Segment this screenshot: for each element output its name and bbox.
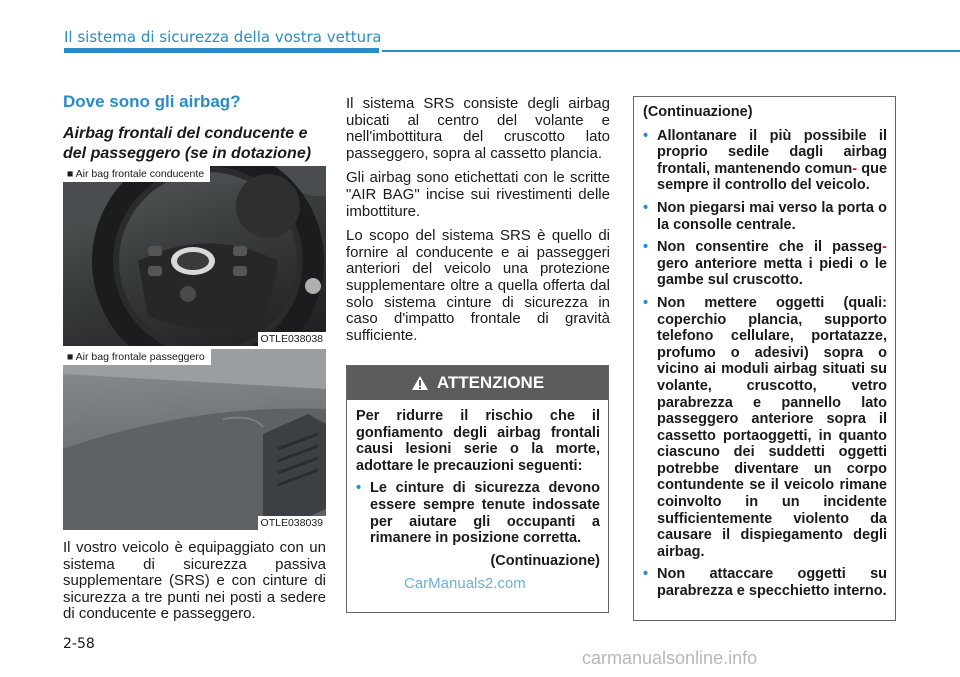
subtitle-line-1: Airbag frontali del conducente e: [63, 125, 308, 142]
bullet-text: Non mettere oggetti (quali: coperchio plancia, supporto telefono cellulare, portatazze, profumo o adesivi) sopra o vicino ai moduli airbag situati su volante, cruscotto, vetro parabrezza e pannello lato passeggero anteriore sopra il cassetto portaoggetti, in quanto ciascuno dei suddetti oggetti potrebbe diventare un corpo contundente se il veicolo rimane coinvolto in un incidente sufficientemente violento da causare il dispiegamento degli airbag.: [657, 294, 887, 560]
warning-bullet: [643, 295, 887, 561]
column-2-text: [346, 96, 610, 352]
steering-wheel-illustration: [63, 166, 326, 346]
warning-bullet: [643, 128, 887, 194]
photo-code: OTLE038038: [258, 332, 326, 346]
photo-caption: ■ Air bag frontale conducente: [63, 166, 210, 182]
page-number: 2-58: [63, 636, 95, 652]
paragraph: Il vostro veicolo è equipaggiato con un sistema di sicurezza passiva supplementare (SRS) e con cinture di sicurezza a tre punti nei posti a sedere di conducente e passeggero.: [63, 539, 326, 623]
bullet-text: Allontanare il più possibile il proprio sedile dagli airbag frontali, mantenendo comun: [657, 127, 887, 177]
header-title: Il sistema di sicurezza della vostra vettura: [64, 28, 382, 46]
section-subtitle: [63, 124, 326, 164]
hyphen-mark: -: [882, 239, 887, 256]
warning-bullet: [643, 566, 887, 599]
warning-bullet: [643, 239, 887, 289]
bullet-text: Le cinture di sicurezza devono essere sempre tenute indossate per aiutare gli occupanti a rimanere in posizione corretta.: [370, 480, 600, 547]
watermark: CarManuals2.com: [404, 575, 526, 592]
continued-label: (Continuazione): [490, 552, 600, 569]
bullet-icon: •: [643, 127, 649, 144]
bullet-icon: •: [643, 239, 649, 256]
hyphen-mark: -: [852, 160, 858, 177]
passenger-airbag-photo: [63, 349, 326, 530]
bullet-text: que sempre il controllo del veicolo.: [657, 160, 888, 194]
photo-caption: ■ Air bag frontale passeggero: [63, 349, 211, 365]
warning-body: [347, 400, 608, 569]
paragraph: Il sistema SRS consiste degli airbag ubicati al centro del volante e nell'imbottitura del cruscotto lato passeggero, sopra al cassetto plancia.: [346, 95, 610, 162]
paragraph: Lo scopo del sistema SRS è quello di fornire al conducente e ai passeggeri anteriori del veicolo una protezione supplementare oltre a quella offerta dal solo sistema cinture di sicurezza in caso d'impatto frontale di gravità sufficiente.: [346, 227, 610, 344]
subtitle-line-2: del passeggero (se in dotazione): [63, 145, 312, 162]
dashboard-illustration: [63, 349, 326, 530]
driver-airbag-photo: [63, 166, 326, 346]
header-rule-thin: [382, 50, 960, 52]
bullet-icon: •: [356, 480, 362, 497]
paragraph: Gli airbag sono etichettati con le scritte "AIR BAG" incise sui rivestimenti delle imbottiture.: [346, 169, 610, 220]
warning-heading: ATTENZIONE: [436, 373, 545, 392]
section-heading: [63, 92, 326, 164]
bullet-text: Non consentire che il passeg: [657, 239, 883, 256]
continued-warning-box: [633, 96, 896, 621]
bullet-icon: •: [643, 566, 649, 583]
column-1-text: [63, 540, 326, 631]
section-title: Dove sono gli airbag?: [63, 92, 241, 111]
continued-label: (Continuazione): [643, 104, 753, 120]
bullet-text: Non attaccare oggetti su parabrezza e specchietto interno.: [657, 566, 887, 600]
footer-brand: carmanualsonline.info: [582, 648, 758, 668]
bullet-icon: •: [643, 294, 649, 311]
warning-bullet: [356, 480, 600, 546]
photo-code: OTLE038039: [258, 516, 326, 530]
bullet-icon: •: [643, 199, 649, 216]
bullet-text: gero anteriore metta i piedi o le gambe sul cruscotto.: [657, 255, 887, 289]
bullet-text: Non piegarsi mai verso la porta o la consolle centrale.: [657, 199, 887, 233]
warning-triangle-icon: [411, 375, 429, 391]
header-rule-thick: [64, 48, 379, 53]
warning-bullet: [643, 200, 887, 233]
warning-intro: Per ridurre il rischio che il gonfiamento degli airbag frontali causi lesioni serie o la morte, adottare le precauzioni seguenti:: [356, 408, 600, 474]
warning-header: [347, 366, 608, 400]
